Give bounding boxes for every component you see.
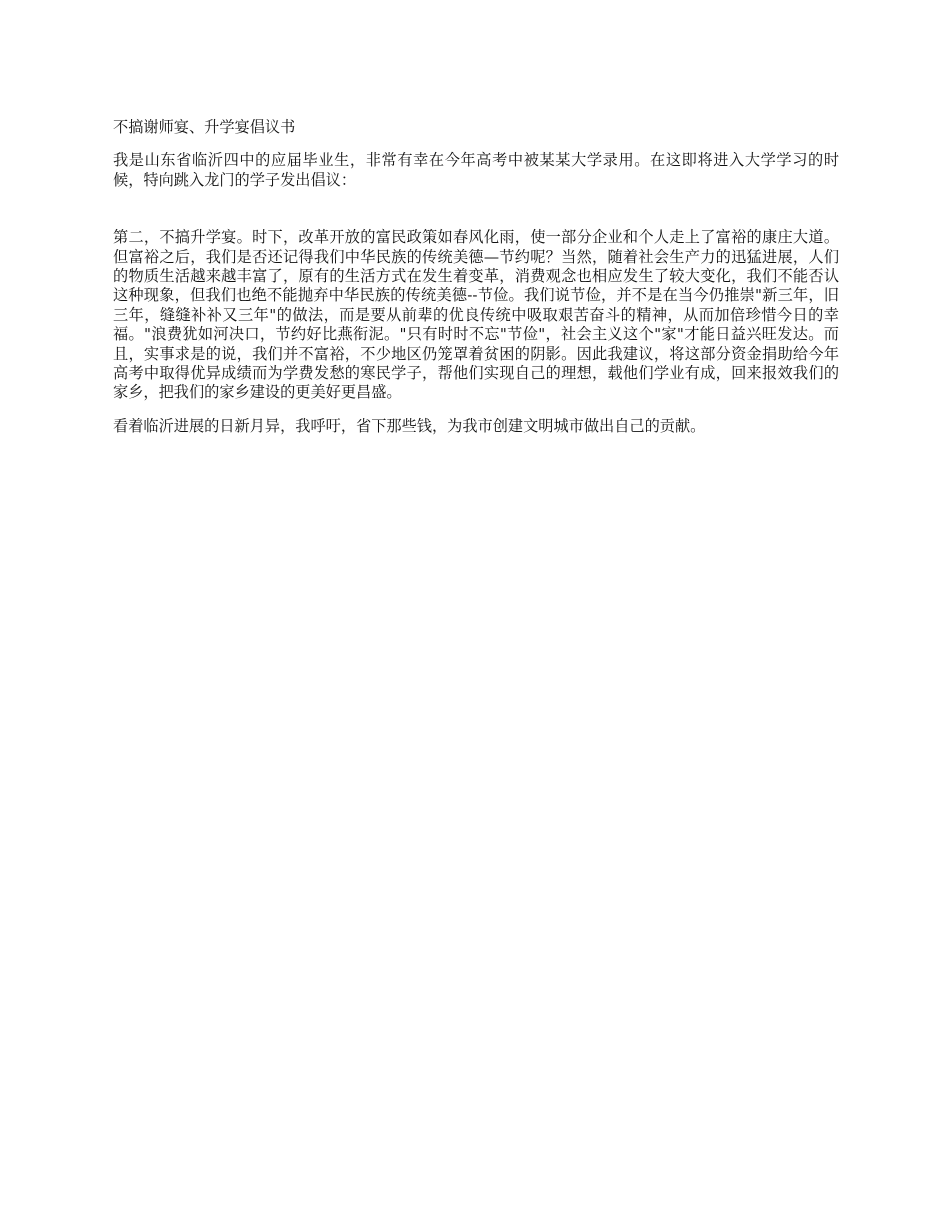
- intro-paragraph: 我是山东省临沂四中的应届毕业生，非常有幸在今年高考中被某某大学录用。在这即将进入大学学习的时候，特向跳入龙门的学子发出倡议：: [113, 151, 839, 189]
- document-title: 不搞谢师宴、升学宴倡议书: [113, 118, 296, 136]
- second-point-paragraph: 第二，不搞升学宴。时下，改革开放的富民政策如春风化雨，使一部分企业和个人走上了富裕的康庄大道。但富裕之后，我们是否还记得我们中华民族的传统美德—节约呢？当然，随着社会生产力的迅猛进展，人们的物质生活越来越丰富了，原有的生活方式在发生着变革，消费观念也相应发生了较大变化，我们不能否认这种现象，但我们也绝不能抛弃中华民族的传统美德--节俭。我们说节俭，并不是在当今仍推崇"新三年，旧三年，缝缝补补又三年"的做法，而是要从前辈的优良传统中吸取艰苦奋斗的精神，从而加倍珍惜今日的幸福。"浪费犹如河决口，节约好比燕衔泥。"只有时时不忘"节俭"，社会主义这个"家"才能日益兴旺发达。而且，实事求是的说，我们并不富裕，不少地区仍笼罩着贫困的阴影。因此我建议，将这部分资金捐助给今年高考中取得优异成绩而为学费发愁的寒民学子，帮他们实现自己的理想，载他们学业有成，回来报效我们的家乡，把我们的家乡建设的更美好更昌盛。: [113, 228, 839, 402]
- document-page: [113, 118, 839, 450]
- paragraph-gap: [113, 204, 839, 228]
- closing-paragraph: 看着临沂进展的日新月异，我呼吁，省下那些钱，为我市创建文明城市做出自己的贡献。: [113, 416, 706, 435]
